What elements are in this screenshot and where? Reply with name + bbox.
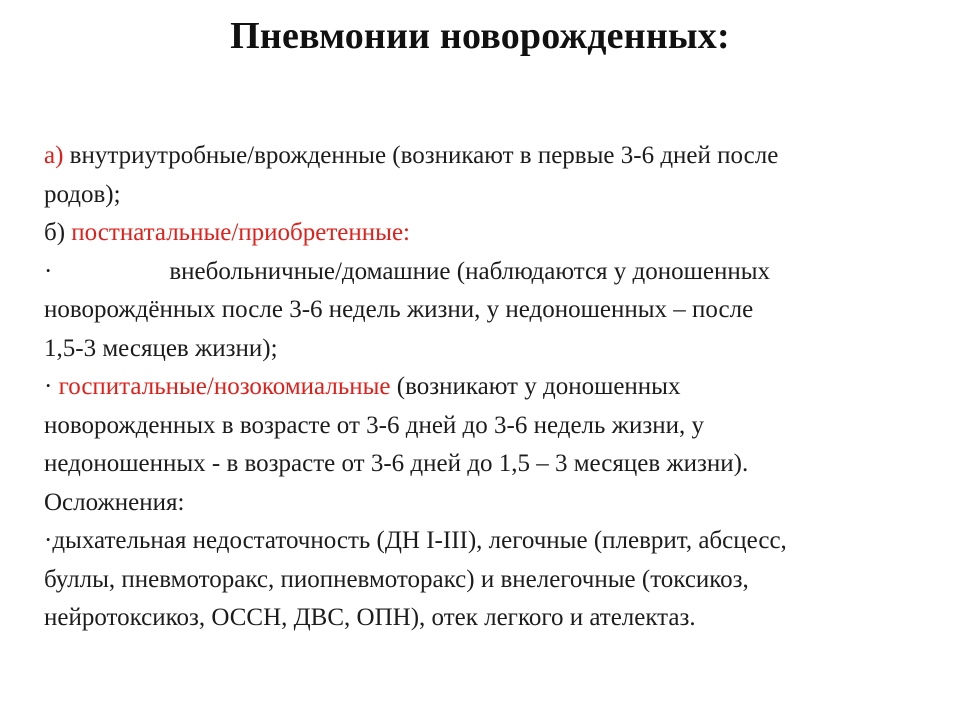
bullet-1-text-3: 1,5-3 месяцев жизни); — [44, 334, 278, 362]
bullet-2-text-3: недоношенных - в возрасте от 3-6 дней до 1,5 – 3 месяцев жизни). — [44, 450, 749, 477]
item-b-label: постнатальные/приобретенные: — [71, 219, 410, 246]
complications-line-2: буллы, пневмоторакс, пиопневмоторакс) и внелегочные (токсикоз, — [44, 565, 749, 593]
bullet-2-marker: · — [44, 373, 53, 400]
bullet-1-text-2: новорождённых после 3-6 недель жизни, у недоношенных – после — [44, 296, 754, 323]
item-a-marker: а) — [44, 142, 64, 169]
item-a-line-1 — [44, 137, 944, 176]
bullet-1-text-1: внебольничные/домашние (наблюдаются у доношенных — [169, 257, 771, 285]
slide-title: Пневмонии новорожденных: — [230, 15, 730, 57]
item-a-line-2 — [44, 176, 944, 215]
item-b-line — [44, 214, 944, 253]
complications-line-3: нейротоксикоз, ОССН, ДВС, ОПН), отек легкого и ателектаз. — [44, 604, 696, 631]
item-a-text-2: родов); — [44, 180, 121, 208]
complications-line-1: ·дыхательная недостаточность (ДН I-III), легочные (плеврит, абсцесс, — [44, 527, 787, 554]
bullet-2-text-1: (возникают у доношенных — [390, 373, 681, 400]
complications-heading: Осложнения: — [44, 488, 185, 516]
bullet-2-line-2 — [44, 407, 944, 446]
bullet-1-line-3 — [44, 330, 944, 369]
slide-body — [44, 137, 944, 638]
bullet-2-line-1 — [44, 368, 944, 407]
bullet-2-text-2: новорожденных в возрасте от 3-6 дней до 3-6 недель жизни, у — [44, 411, 704, 439]
bullet-1-line-2 — [44, 291, 944, 330]
bullet-1-marker: · — [44, 257, 53, 285]
item-a-text-1: внутриутробные/врожденные (возникают в первые 3-6 дней после — [69, 142, 779, 169]
item-b-marker: б) — [44, 219, 66, 246]
bullet-2-line-3 — [44, 445, 944, 484]
bullet-2-label: госпитальные/нозокомиальные — [58, 373, 391, 400]
bullet-1-line-1 — [44, 253, 944, 292]
